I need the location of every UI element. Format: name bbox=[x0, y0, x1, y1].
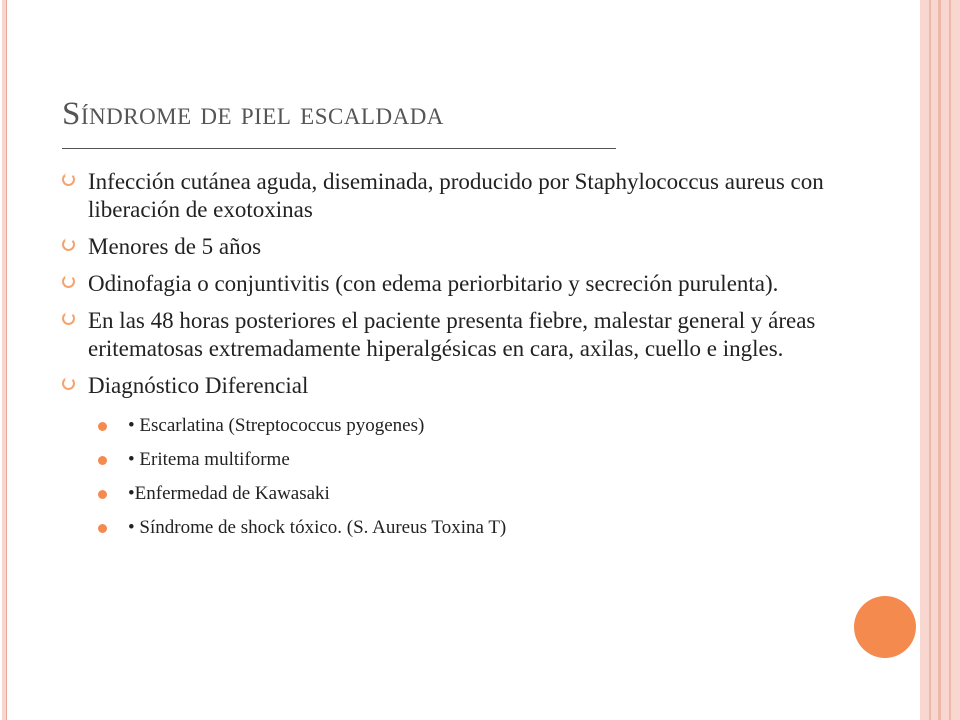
right-stripe bbox=[941, 0, 949, 720]
decorative-circle bbox=[854, 596, 916, 658]
right-stripe bbox=[951, 0, 960, 720]
title-underline bbox=[62, 148, 616, 149]
bullet-icon bbox=[62, 275, 75, 288]
bullet-item bbox=[62, 307, 852, 363]
bullet-icon bbox=[62, 377, 75, 390]
bullet-icon bbox=[62, 312, 75, 325]
bullet-text: Odinofagia o conjuntivitis (con edema periorbitario y secreción purulenta). bbox=[88, 271, 779, 296]
bullet-text: En las 48 horas posteriores el paciente presenta fiebre, malestar general y áreas eritematosas extremadamente hiperalgésicas en cara, axilas, cuello e ingles. bbox=[88, 308, 816, 361]
bullet-item bbox=[62, 270, 852, 298]
dot-icon bbox=[98, 456, 107, 465]
bullet-icon bbox=[62, 238, 75, 251]
sub-bullet-text: • Escarlatina (Streptococcus pyogenes) bbox=[128, 415, 425, 436]
sub-bullet-text: •Enfermedad de Kawasaki bbox=[128, 483, 330, 504]
bullet-item bbox=[62, 233, 852, 261]
slide-title: Síndrome de piel escaldada bbox=[62, 96, 444, 132]
sub-bullet-item bbox=[62, 516, 852, 540]
sub-bullet-item bbox=[62, 448, 852, 472]
bullet-text: Diagnóstico Diferencial bbox=[88, 373, 309, 398]
bullet-item bbox=[62, 372, 852, 400]
right-stripe bbox=[920, 0, 929, 720]
sub-bullet-text: • Síndrome de shock tóxico. (S. Aureus Toxina T) bbox=[128, 517, 507, 538]
right-stripe bbox=[931, 0, 938, 720]
bullet-icon bbox=[62, 173, 75, 186]
dot-icon bbox=[98, 490, 107, 499]
slide-content bbox=[62, 168, 852, 550]
dot-icon bbox=[98, 422, 107, 431]
bullet-text: Infección cutánea aguda, diseminada, producido por Staphylococcus aureus con liberación de exotoxinas bbox=[88, 169, 824, 222]
dot-icon bbox=[98, 524, 107, 533]
sub-bullet-item bbox=[62, 414, 852, 438]
bullet-text: Menores de 5 años bbox=[88, 234, 262, 259]
left-border-line bbox=[6, 0, 7, 720]
sub-bullet-item bbox=[62, 482, 852, 506]
bullet-item bbox=[62, 168, 852, 224]
sub-bullet-text: • Eritema multiforme bbox=[128, 449, 290, 470]
